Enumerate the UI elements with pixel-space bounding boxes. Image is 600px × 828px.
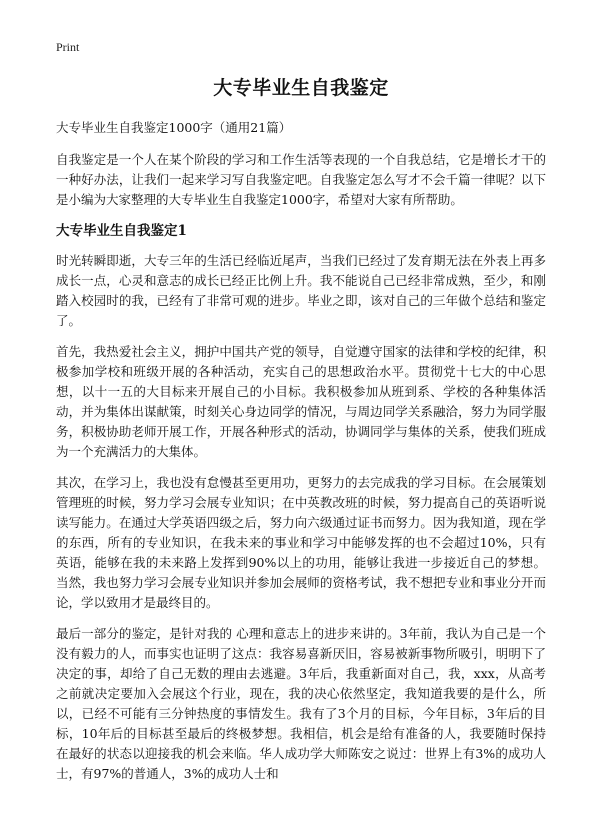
body-paragraph-2: 首先，我热爱社会主义，拥护中国共产党的领导，自觉遵守国家的法律和学校的纪律，积极参加学校和班级开展的各种活动，充实自己的思想政治水平。贯彻党十七大的中心思想，以十一五的大目标来开展自己的小目标。我积极参加从班到系、学校的各种集体活动，并为集体出谋献策，时刻关心身边同学的情况，与周边同学关系融洽，努力为同学服务，积极协助老师开展工作，开展各种形式的活动，协调同学与集体的关系，使我们班成为一个充满活力的大集体。 [56,344,546,459]
body-paragraph-3: 其次，在学习上，我也没有怠慢甚至更用功，更努力的去完成我的学习目标。在会展策划管理班的时候，努力学习会展专业知识；在中英教改班的时候，努力提高自己的英语听说读写能力。在通过大学英语四级之后，努力向六级通过证书而努力。因为我知道，现在学的东西，所有的专业知识，在我未来的事业和学习中能够发挥的也不会超过10%，只有英语，能够在我的未来路上发挥到90%以上的功用，能够让我进一步接近自己的梦想。当然，我也努力学习会展专业知识并参加会展师的资格考试，我不想把专业和事业分开而论，学以致用才是最终目的。 [56,475,546,610]
document-title: 大专毕业生自我鉴定 [213,77,389,99]
section-heading: 大专毕业生自我鉴定1 [56,223,187,239]
body-paragraph-4: 最后一部分的鉴定，是针对我的 心理和意志上的进步来讲的。3年前，我认为自己是一个没有毅力的人，而事实也证明了这点：我容易喜新厌旧，容易被新事物所吸引，明明下了决定的事，却给了自己无数的理由去逃避。3年后，我重新面对自己，我，xxx，从高考之前就决定要加入会展这个行业，现在，我的决心依然坚定，我知道我要的是什么，所以，已经不可能有三分钟热度的事情发生。我有了3个月的目标，今年目标，3年后的目标，10年后的目标甚至最后的终极梦想。我相信，机会是给有准备的人，我要随时保持在最好的状态以迎接我的机会来临。华人成功学大师陈安之说过：世界上有3%的成功人士，有97%的普通人，3%的成功人士和 [56,626,546,781]
document-page [56,40,546,795]
intro-paragraph: 自我鉴定是一个人在某个阶段的学习和工作生活等表现的一个自我总结，它是增长才干的一种好办法，让我们一起来学习写自我鉴定吧。自我鉴定怎么写才不会千篇一律呢？以下是小编为大家整理的大专毕业生自我鉴定1000字，希望对大家有所帮助。 [56,152,546,207]
body-paragraph-1: 时光转瞬即逝，大专三年的生活已经临近尾声，当我们已经过了发育期无法在外表上再多成长一点，心灵和意志的成长已经正比例上升。我不能说自己已经非常成熟，至少，和刚踏入校园时的我，已经有了非常可观的进步。毕业之即，该对自己的三年做个总结和鉴定了。 [56,253,546,328]
print-link[interactable]: Print [56,40,80,54]
document-subtitle: 大专毕业生自我鉴定1000字（通用21篇） [56,120,292,135]
